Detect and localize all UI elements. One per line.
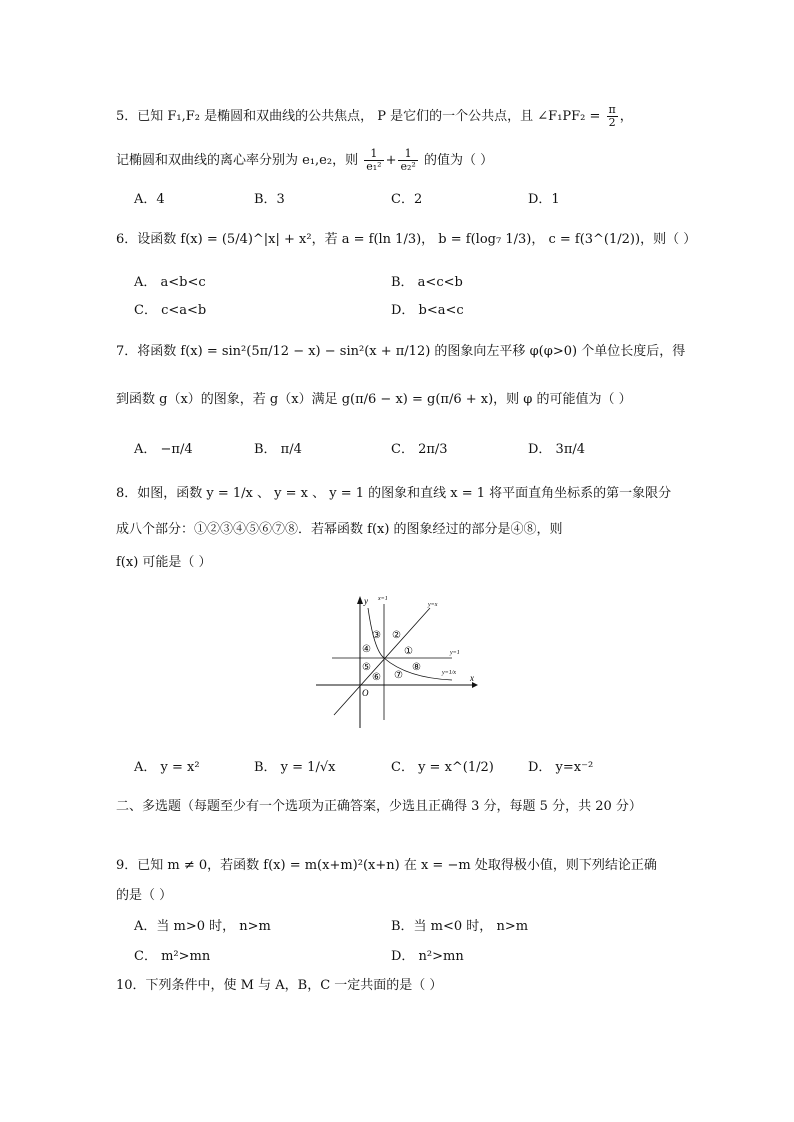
q9-line1: 9．已知 m ≠ 0，若函数 f(x) = m(x+m)²(x+n) 在 x = −m 处取得极小值，则下列结论正确 [116, 858, 657, 873]
fig-region-1: ① [404, 646, 413, 657]
fig-label-x1: x=1 [378, 596, 388, 602]
q9-line2: 的是（ ） [116, 888, 173, 903]
fig-region-4: ④ [362, 644, 371, 655]
q5-option-b[interactable]: B．3 [254, 192, 285, 207]
q5-angle-fraction [607, 104, 618, 129]
q8-option-c[interactable]: C． y = x^(1/2) [391, 760, 494, 775]
q8-option-b[interactable]: B． y = 1/√x [254, 760, 336, 775]
fig-region-7: ⑦ [394, 670, 403, 681]
q6-option-d[interactable]: D． b<a<c [391, 303, 464, 318]
q8-option-a[interactable]: A． y = x² [134, 760, 200, 775]
q5-line2: 记椭圆和双曲线的离心率分别为 e₁,e₂，则 $\frac{1}{\text{e₁²}}$ + $\frac{1}{\text{e₂²}}$ 的值为（ ） [116, 147, 494, 173]
q7-option-a[interactable]: A． −π/4 [134, 442, 193, 457]
q9-option-a[interactable]: A．当 m>0 时， n>m [134, 919, 271, 934]
fig-label-y1x: y=1/x [442, 670, 457, 676]
q5-frac2: $\frac{1}{\text{e₂²}}$ [400, 147, 416, 173]
q5-stem-text: 5．已知 F₁,F₂ 是椭圆和双曲线的公共焦点， P 是它们的一个公共点，且 ∠F₁PF₂ = [116, 109, 601, 124]
q5-frac1: $\frac{1}{\text{e₁²}}$ [366, 147, 382, 173]
q7-option-d[interactable]: D． 3π/4 [528, 442, 586, 457]
q7-line1: 7．将函数 f(x) = sin²(5π/12 − x) − sin²(x + π/12) 的图象向左平移 φ(φ>0) 个单位长度后，得 [116, 344, 686, 359]
fig-label-x: x [470, 673, 474, 683]
q5-option-a[interactable]: A．4 [134, 192, 165, 207]
fig-label-yx: y=x [428, 602, 438, 608]
fig-region-2: ② [392, 630, 401, 641]
q7-option-b[interactable]: B． π/4 [254, 442, 302, 457]
q7-option-c[interactable]: C． 2π/3 [391, 442, 448, 457]
q9-option-d[interactable]: D． n²>mn [391, 949, 464, 964]
q10-line1: 10．下列条件中，使 M 与 A，B，C 一定共面的是（ ） [116, 978, 443, 993]
q9-option-b[interactable]: B．当 m<0 时， n>m [391, 919, 529, 934]
section-2-title: 二、多选题（每题至少有一个选项为正确答案，少选且正确得 3 分，每题 5 分，共 20 分） [116, 799, 642, 814]
q5-angle-den: 2 [608, 116, 616, 129]
fig-region-6: ⑥ [372, 672, 381, 683]
q7-line2: 到函数 g（x）的图象，若 g（x）满足 g(π/6 − x) = g(π/6 + x)，则 φ 的可能值为（ ） [116, 392, 632, 407]
q9-option-c[interactable]: C． m²>mn [134, 949, 211, 964]
q8-option-d[interactable]: D． y=x⁻² [528, 760, 594, 775]
q6-option-c[interactable]: C． c<a<b [134, 303, 207, 318]
q5-line2-b: 的值为（ ） [423, 153, 494, 168]
q8-line3: f(x) 可能是（ ） [116, 555, 212, 570]
q6-option-b[interactable]: B． a<c<b [391, 275, 463, 290]
fig-region-8: ⑧ [412, 662, 421, 673]
q6-option-a[interactable]: A． a<b<c [134, 275, 206, 290]
fig-label-o: O [362, 688, 369, 698]
q8-line1: 8．如图，函数 y = 1/x 、 y = x 、 y = 1 的图象和直线 x = 1 将平面直角坐标系的第一象限分 [116, 486, 672, 501]
q5-line1: 5．已知 F₁,F₂ 是椭圆和双曲线的公共焦点， P 是它们的一个公共点，且 ∠F₁PF₂ = $\frac{\pi}{2}$ ， [116, 103, 633, 129]
q8-line2: 成八个部分：①②③④⑤⑥⑦⑧．若幂函数 f(x) 的图象经过的部分是④⑧，则 [116, 522, 563, 537]
q5-line2-a: 记椭圆和双曲线的离心率分别为 e₁,e₂，则 [116, 153, 359, 168]
q8-figure [312, 590, 482, 730]
q5-option-d[interactable]: D．1 [528, 192, 560, 207]
q5-option-c[interactable]: C．2 [391, 192, 423, 207]
fig-label-y1: y=1 [450, 650, 460, 656]
q5-angle-num: π [608, 103, 616, 116]
q6-stem: 6．设函数 f(x) = (5/4)^|x| + x²，若 a = f(ln 1/3)， b = f(log₇ 1/3)， c = f(3^(1/2))，则（ ） [116, 232, 697, 247]
fig-region-5: ⑤ [362, 662, 371, 673]
fig-label-y: y [364, 596, 368, 606]
fig-region-3: ③ [372, 630, 381, 641]
